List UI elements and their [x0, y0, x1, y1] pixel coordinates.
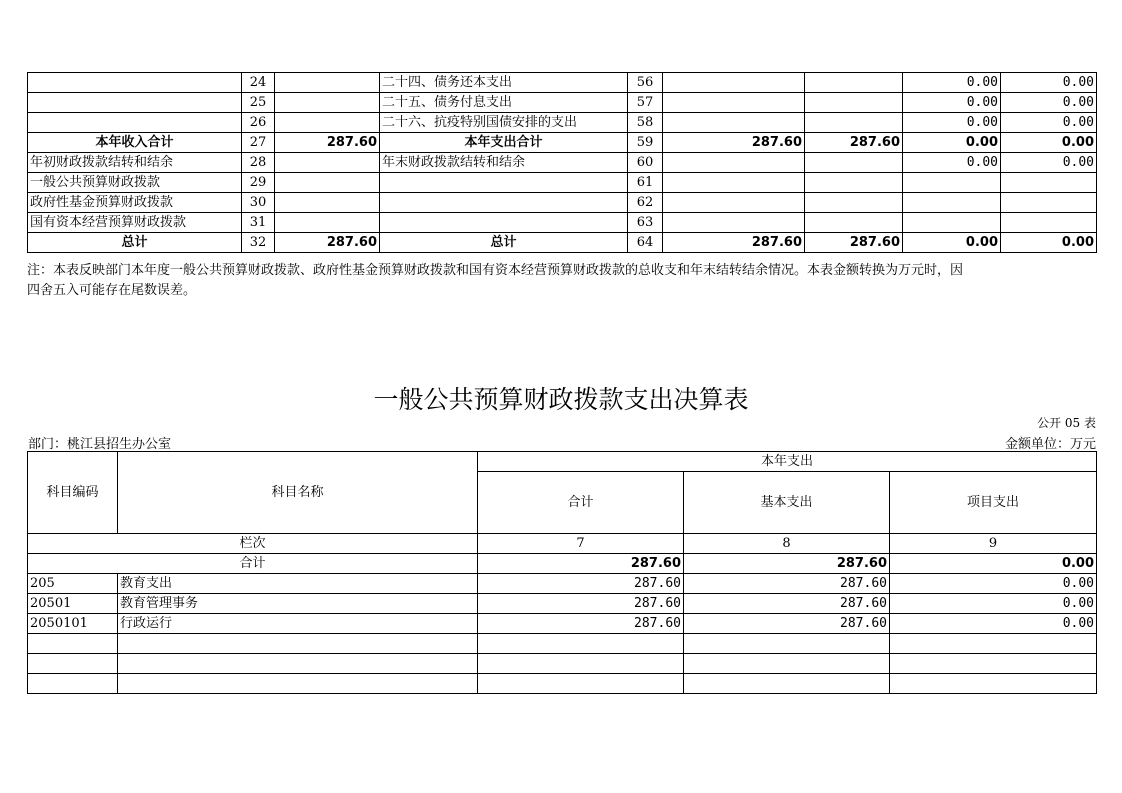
note-line-2: 四舍五入可能存在尾数误差。 — [27, 283, 197, 298]
column-index-9: 9 — [890, 534, 1097, 554]
table-row — [28, 574, 1097, 594]
expense-state-capital: 0.00 — [1001, 73, 1097, 93]
subject-code: 205 — [28, 574, 118, 594]
expense-gov-fund: 0.00 — [903, 233, 1001, 253]
expense-general-budget — [805, 73, 903, 93]
sum-total: 287.60 — [478, 554, 684, 574]
table-row — [28, 634, 1097, 654]
expense-row-number: 57 — [628, 93, 663, 113]
income-row-number: 31 — [242, 213, 275, 233]
expense-total — [663, 213, 805, 233]
header-group: 本年支出 — [478, 452, 1097, 472]
page-title: 一般公共预算财政拨款支出决算表 — [373, 385, 749, 414]
expense-state-capital: 0.00 — [1001, 133, 1097, 153]
row-basic: 287.60 — [684, 574, 890, 594]
subject-name — [118, 634, 478, 654]
expense-item-label: 二十四、债务还本支出 — [380, 73, 628, 93]
table-row — [28, 133, 1097, 153]
table-row — [28, 93, 1097, 113]
table-row — [28, 173, 1097, 193]
row-total: 287.60 — [478, 594, 684, 614]
expense-row-number: 61 — [628, 173, 663, 193]
expense-row-number: 62 — [628, 193, 663, 213]
expense-state-capital — [1001, 213, 1097, 233]
subject-name: 教育支出 — [118, 574, 478, 594]
expense-state-capital — [1001, 173, 1097, 193]
income-row-number: 26 — [242, 113, 275, 133]
expenditure-table — [27, 451, 1097, 694]
table-row — [28, 654, 1097, 674]
table-row — [28, 153, 1097, 173]
income-item-label: 年初财政拨款结转和结余 — [28, 153, 242, 173]
income-row-number: 27 — [242, 133, 275, 153]
table-row — [28, 113, 1097, 133]
row-total: 287.60 — [478, 574, 684, 594]
header-total: 合计 — [478, 472, 684, 534]
row-total — [478, 634, 684, 654]
table-row — [28, 73, 1097, 93]
expense-state-capital: 0.00 — [1001, 113, 1097, 133]
income-amount — [275, 93, 380, 113]
row-total: 287.60 — [478, 614, 684, 634]
expense-general-budget — [805, 193, 903, 213]
header-code: 科目编码 — [28, 452, 118, 534]
expense-state-capital — [1001, 193, 1097, 213]
income-row-number: 24 — [242, 73, 275, 93]
expense-item-label — [380, 173, 628, 193]
note-line-1: 注：本表反映部门本年度一般公共预算财政拨款、政府性基金预算财政拨款和国有资本经营预算财政拨款的总收支和年末结转结余情况。本表金额转换为万元时，因 — [27, 263, 964, 278]
row-basic: 287.60 — [684, 594, 890, 614]
expense-row-number: 63 — [628, 213, 663, 233]
column-index-label: 栏次 — [28, 534, 478, 554]
income-item-label: 本年收入合计 — [28, 133, 242, 153]
expense-total — [663, 153, 805, 173]
sum-label: 合计 — [28, 554, 478, 574]
income-expense-summary-table — [27, 72, 1097, 253]
row-basic — [684, 654, 890, 674]
row-project — [890, 654, 1097, 674]
expense-row-number: 58 — [628, 113, 663, 133]
table-row — [28, 614, 1097, 634]
expense-gov-fund: 0.00 — [903, 153, 1001, 173]
row-project — [890, 634, 1097, 654]
expense-row-number: 59 — [628, 133, 663, 153]
income-row-number: 29 — [242, 173, 275, 193]
expense-total — [663, 73, 805, 93]
row-basic — [684, 634, 890, 654]
income-amount: 287.60 — [275, 233, 380, 253]
expense-gov-fund: 0.00 — [903, 133, 1001, 153]
expense-general-budget: 287.60 — [805, 233, 903, 253]
expense-state-capital: 0.00 — [1001, 93, 1097, 113]
table-row — [28, 233, 1097, 253]
income-item-label: 总计 — [28, 233, 242, 253]
table-row — [28, 674, 1097, 694]
income-item-label: 政府性基金预算财政拨款 — [28, 193, 242, 213]
subject-code: 20501 — [28, 594, 118, 614]
header-name: 科目名称 — [118, 452, 478, 534]
income-item-label — [28, 73, 242, 93]
expense-total — [663, 193, 805, 213]
sum-row — [28, 554, 1097, 574]
income-expense-table-body — [28, 73, 1097, 253]
department-label: 部门：桃江县招生办公室 — [28, 437, 172, 452]
expense-general-budget — [805, 213, 903, 233]
income-amount — [275, 113, 380, 133]
expense-row-number: 56 — [628, 73, 663, 93]
header-basic: 基本支出 — [684, 472, 890, 534]
row-project — [890, 674, 1097, 694]
row-total — [478, 654, 684, 674]
income-amount — [275, 153, 380, 173]
expense-item-label — [380, 213, 628, 233]
column-index-row — [28, 534, 1097, 554]
table-row — [28, 594, 1097, 614]
form-number: 公开 05 表 — [1037, 416, 1096, 430]
income-row-number: 32 — [242, 233, 275, 253]
expense-total — [663, 173, 805, 193]
expense-gov-fund: 0.00 — [903, 93, 1001, 113]
expense-total: 287.60 — [663, 233, 805, 253]
subject-code — [28, 654, 118, 674]
expense-item-label: 本年支出合计 — [380, 133, 628, 153]
income-item-label — [28, 113, 242, 133]
income-row-number: 28 — [242, 153, 275, 173]
income-amount — [275, 173, 380, 193]
row-total — [478, 674, 684, 694]
subject-name: 行政运行 — [118, 614, 478, 634]
amount-unit-label: 金额单位：万元 — [1004, 437, 1096, 452]
sum-project: 0.00 — [890, 554, 1097, 574]
expense-total — [663, 93, 805, 113]
row-basic — [684, 674, 890, 694]
subject-name — [118, 654, 478, 674]
subject-code — [28, 634, 118, 654]
row-basic: 287.60 — [684, 614, 890, 634]
expense-item-label: 总计 — [380, 233, 628, 253]
income-item-label: 国有资本经营预算财政拨款 — [28, 213, 242, 233]
expense-gov-fund — [903, 213, 1001, 233]
income-row-number: 30 — [242, 193, 275, 213]
expense-general-budget: 287.60 — [805, 133, 903, 153]
expense-general-budget — [805, 113, 903, 133]
expense-item-label: 二十五、债务付息支出 — [380, 93, 628, 113]
expense-gov-fund: 0.00 — [903, 73, 1001, 93]
income-amount — [275, 213, 380, 233]
expense-row-number: 64 — [628, 233, 663, 253]
header-project: 项目支出 — [890, 472, 1097, 534]
column-index-7: 7 — [478, 534, 684, 554]
header-row-1 — [28, 452, 1097, 472]
subject-name — [118, 674, 478, 694]
expense-total: 287.60 — [663, 133, 805, 153]
expense-gov-fund: 0.00 — [903, 113, 1001, 133]
income-amount — [275, 193, 380, 213]
subject-name: 教育管理事务 — [118, 594, 478, 614]
sum-basic: 287.60 — [684, 554, 890, 574]
expense-gov-fund — [903, 193, 1001, 213]
income-item-label: 一般公共预算财政拨款 — [28, 173, 242, 193]
row-project: 0.00 — [890, 614, 1097, 634]
expense-general-budget — [805, 173, 903, 193]
expenditure-table-body — [28, 452, 1097, 694]
expense-gov-fund — [903, 173, 1001, 193]
expense-state-capital: 0.00 — [1001, 153, 1097, 173]
income-amount — [275, 73, 380, 93]
table-note — [27, 261, 1099, 301]
table-row — [28, 193, 1097, 213]
expense-item-label: 年末财政拨款结转和结余 — [380, 153, 628, 173]
expense-total — [663, 113, 805, 133]
subject-code — [28, 674, 118, 694]
expense-item-label: 二十六、抗疫特别国债安排的支出 — [380, 113, 628, 133]
income-amount: 287.60 — [275, 133, 380, 153]
table-row — [28, 213, 1097, 233]
expense-general-budget — [805, 93, 903, 113]
subject-code: 2050101 — [28, 614, 118, 634]
row-project: 0.00 — [890, 574, 1097, 594]
expense-item-label — [380, 193, 628, 213]
income-row-number: 25 — [242, 93, 275, 113]
expense-row-number: 60 — [628, 153, 663, 173]
row-project: 0.00 — [890, 594, 1097, 614]
column-index-8: 8 — [684, 534, 890, 554]
income-item-label — [28, 93, 242, 113]
expense-state-capital: 0.00 — [1001, 233, 1097, 253]
expense-general-budget — [805, 153, 903, 173]
